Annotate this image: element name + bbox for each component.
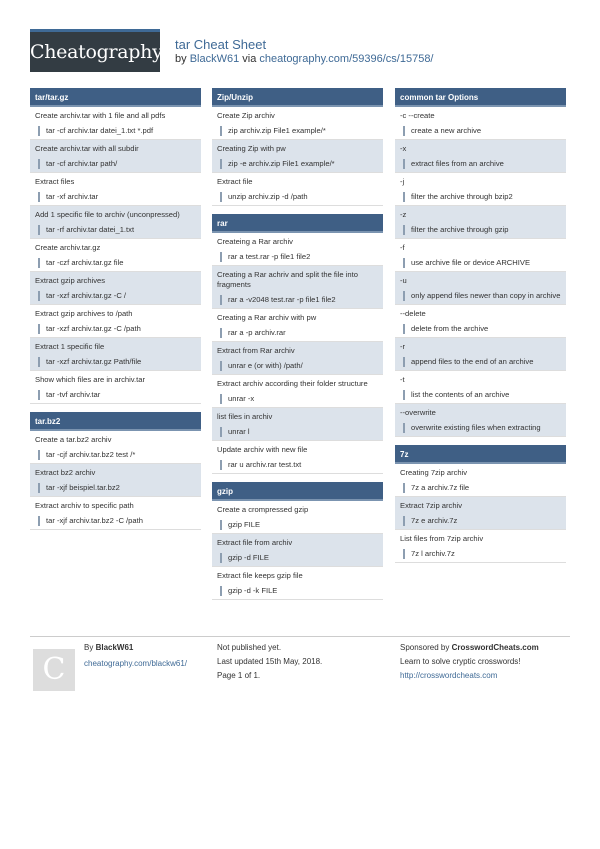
row-label: Extract archiv according their folder structure (217, 379, 368, 388)
table-row (30, 338, 201, 371)
row-label: Extract file keeps gzip file (217, 571, 303, 580)
section (212, 88, 383, 206)
row-label: Extract gzip archives to /path (35, 309, 133, 318)
row-label: Create archiv.tar with 1 file and all pdfs (35, 111, 166, 120)
row-label: Extract bz2 archiv (35, 468, 96, 477)
row-value: gzip -d FILE (220, 553, 379, 563)
table-row (395, 173, 566, 206)
column-3 (395, 88, 566, 571)
row-value: unrar -x (220, 394, 379, 404)
row-value: delete from the archive (403, 324, 562, 334)
table-row (212, 408, 383, 441)
row-label: Create a tar.bz2 archiv (35, 435, 112, 444)
row-label: -x (400, 144, 407, 153)
row-value: 7z l archiv.7z (403, 549, 562, 559)
footer-sponsor (400, 642, 539, 682)
row-label: Createing a Rar archiv (217, 237, 293, 246)
row-value: tar -rf archiv.tar datei_1.txt (38, 225, 197, 235)
footer-author-link[interactable]: cheatography.com/blackw61/ (84, 659, 188, 668)
table-row (395, 206, 566, 239)
section (30, 88, 201, 404)
row-value: tar -xzf archiv.tar.gz -C / (38, 291, 197, 301)
row-value: rar a test.rar -p file1 file2 (220, 252, 379, 262)
footer-by-label: By (84, 643, 94, 652)
row-value: tar -tvf archiv.tar (38, 390, 197, 400)
section-header: gzip (212, 482, 383, 501)
table-row (212, 342, 383, 375)
byline (175, 53, 434, 65)
row-value: tar -cf archiv.tar datei_1.txt *.pdf (38, 126, 197, 136)
table-row (212, 501, 383, 534)
row-label: Create archiv.tar.gz (35, 243, 101, 252)
row-label: Add 1 specific file to archiv (unconpressed) (35, 210, 180, 219)
section (212, 482, 383, 600)
table-row (395, 530, 566, 563)
table-row (212, 309, 383, 342)
row-value: 7z e archiv.7z (403, 516, 562, 526)
row-label: Extract file from archiv (217, 538, 293, 547)
row-value: tar -xzf archiv.tar.gz Path/file (38, 357, 197, 367)
row-label: --overwrite (400, 408, 436, 417)
table-row (30, 497, 201, 530)
section-header: tar.bz2 (30, 412, 201, 431)
last-updated: Last updated 15th May, 2018. (217, 657, 323, 666)
via-label: via (242, 53, 257, 65)
row-label: Creating 7zip archiv (400, 468, 468, 477)
row-label: -t (400, 375, 405, 384)
author-link[interactable]: BlackW61 (189, 53, 240, 65)
avatar: C (33, 649, 75, 691)
table-row (30, 173, 201, 206)
row-value: list the contents of an archive (403, 390, 562, 400)
row-value: gzip FILE (220, 520, 379, 530)
footer-author-name: BlackW61 (95, 643, 134, 652)
row-label: Create archiv.tar with all subdir (35, 144, 139, 153)
table-row (30, 107, 201, 140)
row-value: append files to the end of an archive (403, 357, 562, 367)
page-number: Page 1 of 1. (217, 671, 261, 680)
row-value: 7z a archiv.7z file (403, 483, 562, 493)
row-value: rar a -p archiv.rar (220, 328, 379, 338)
row-value: tar -xf archiv.tar (38, 192, 197, 202)
footer-status (217, 642, 322, 682)
page-title: tar Cheat Sheet (175, 37, 267, 52)
sponsor-link[interactable]: http://crosswordcheats.com (400, 671, 498, 680)
row-value: filter the archive through bzip2 (403, 192, 562, 202)
row-label: Create Zip archiv (217, 111, 275, 120)
row-value: rar a -v2048 test.rar -p file1 file2 (220, 295, 379, 305)
row-label: -c --create (400, 111, 435, 120)
table-row (212, 534, 383, 567)
table-row (395, 371, 566, 404)
row-value: rar u archiv.rar test.txt (220, 460, 379, 470)
row-label: Extract file (217, 177, 253, 186)
row-label: Create a crompressed gzip (217, 505, 309, 514)
table-row (395, 140, 566, 173)
table-row (212, 266, 383, 309)
table-row (30, 464, 201, 497)
row-value: unrar l (220, 427, 379, 437)
table-row (395, 497, 566, 530)
row-value: tar -xjf beispiel.tar.bz2 (38, 483, 197, 493)
footer-author (84, 642, 187, 670)
row-label: Creating a Rar archiv with pw (217, 313, 317, 322)
row-value: filter the archive through gzip (403, 225, 562, 235)
row-value: use archive file or device ARCHIVE (403, 258, 562, 268)
row-label: List files from 7zip archiv (400, 534, 484, 543)
row-value: tar -xjf archiv.tar.bz2 -C /path (38, 516, 197, 526)
row-label: Extract files (35, 177, 75, 186)
row-value: zip -e archiv.zip File1 example/* (220, 159, 379, 169)
row-label: -z (400, 210, 407, 219)
cheatography-logo[interactable]: Cheatography (30, 29, 160, 72)
row-label: list files in archiv (217, 412, 273, 421)
section-header: Zip/Unzip (212, 88, 383, 107)
section (395, 88, 566, 437)
table-row (30, 272, 201, 305)
table-row (212, 140, 383, 173)
row-value: create a new archive (403, 126, 562, 136)
row-label: -f (400, 243, 405, 252)
row-value: unrar e (or with) /path/ (220, 361, 379, 371)
row-value: overwrite existing files when extracting (403, 423, 562, 433)
row-label: -r (400, 342, 406, 351)
section-header: tar/tar.gz (30, 88, 201, 107)
table-row (395, 305, 566, 338)
table-row (212, 567, 383, 600)
row-label: Show which files are in archiv.tar (35, 375, 146, 384)
table-row (30, 371, 201, 404)
table-row (212, 233, 383, 266)
sponsor-tagline: Learn to solve cryptic crosswords! (400, 657, 521, 666)
table-row (395, 404, 566, 437)
table-row (212, 375, 383, 408)
table-row (30, 206, 201, 239)
section (395, 445, 566, 563)
column-2 (212, 88, 383, 608)
table-row (30, 305, 201, 338)
row-label: Extract archiv to specific path (35, 501, 134, 510)
table-row (395, 107, 566, 140)
row-label: Extract gzip archives (35, 276, 106, 285)
table-row (395, 338, 566, 371)
sponsored-label: Sponsored by (400, 643, 450, 652)
row-label: --delete (400, 309, 426, 318)
row-value: tar -xzf archiv.tar.gz -C /path (38, 324, 197, 334)
table-row (395, 239, 566, 272)
by-label: by (175, 53, 187, 65)
table-row (30, 239, 201, 272)
table-row (212, 107, 383, 140)
published-status: Not published yet. (217, 643, 282, 652)
row-value: tar -cf archiv.tar path/ (38, 159, 197, 169)
footer-divider (30, 636, 570, 637)
row-value: extract files from an archive (403, 159, 562, 169)
row-value: tar -cjf archiv.tar.bz2 test /* (38, 450, 197, 460)
row-label: Creating a Rar achriv and split the file into fragments (217, 270, 358, 289)
table-row (395, 464, 566, 497)
section (212, 214, 383, 474)
section-header: rar (212, 214, 383, 233)
table-row (212, 441, 383, 474)
row-label: Update archiv with new file (217, 445, 308, 454)
column-1 (30, 88, 201, 538)
table-row (395, 272, 566, 305)
row-value: unzip archiv.zip -d /path (220, 192, 379, 202)
table-row (30, 140, 201, 173)
row-label: -u (400, 276, 407, 285)
table-row (30, 431, 201, 464)
sheet-url-link[interactable]: cheatography.com/59396/cs/15758/ (259, 53, 434, 65)
table-row (212, 173, 383, 206)
row-value: gzip -d -k FILE (220, 586, 379, 596)
section-header: 7z (395, 445, 566, 464)
row-label: -j (400, 177, 405, 186)
sponsor-name: CrosswordCheats.com (451, 643, 539, 652)
row-label: Extract from Rar archiv (217, 346, 295, 355)
section-header: common tar Options (395, 88, 566, 107)
section (30, 412, 201, 530)
row-value: tar -czf archiv.tar.gz file (38, 258, 197, 268)
row-value: only append files newer than copy in archive (403, 291, 562, 301)
row-value: zip archiv.zip File1 example/* (220, 126, 379, 136)
row-label: Extract 1 specific file (35, 342, 105, 351)
row-label: Creating Zip with pw (217, 144, 286, 153)
row-label: Extract 7zip archiv (400, 501, 463, 510)
